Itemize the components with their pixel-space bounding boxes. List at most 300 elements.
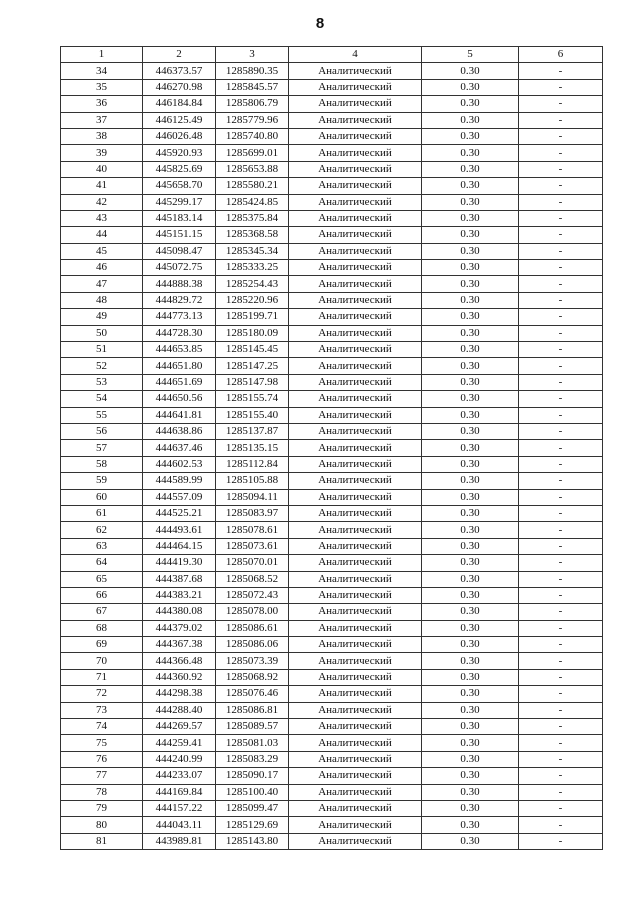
cell-accuracy: 0.30: [422, 800, 519, 816]
cell-description: -: [519, 522, 603, 538]
table-row: [61, 63, 603, 79]
cell-x: 444888.38: [143, 276, 216, 292]
cell-x: 443989.81: [143, 833, 216, 849]
cell-x: 444387.68: [143, 571, 216, 587]
table-row: [61, 440, 603, 456]
cell-point-number: 81: [61, 833, 143, 849]
cell-method: Аналитический: [289, 587, 422, 603]
cell-x: 446184.84: [143, 96, 216, 112]
cell-y: 1285078.00: [216, 604, 289, 620]
cell-method: Аналитический: [289, 276, 422, 292]
cell-x: 444829.72: [143, 292, 216, 308]
table-row: [61, 735, 603, 751]
cell-point-number: 72: [61, 686, 143, 702]
cell-method: Аналитический: [289, 227, 422, 243]
cell-point-number: 74: [61, 719, 143, 735]
cell-method: Аналитический: [289, 702, 422, 718]
cell-accuracy: 0.30: [422, 653, 519, 669]
cell-method: Аналитический: [289, 161, 422, 177]
cell-point-number: 40: [61, 161, 143, 177]
cell-method: Аналитический: [289, 751, 422, 767]
cell-x: 446373.57: [143, 63, 216, 79]
cell-y: 1285653.88: [216, 161, 289, 177]
cell-y: 1285072.43: [216, 587, 289, 603]
cell-description: -: [519, 96, 603, 112]
cell-accuracy: 0.30: [422, 751, 519, 767]
cell-point-number: 42: [61, 194, 143, 210]
cell-description: -: [519, 407, 603, 423]
cell-description: -: [519, 374, 603, 390]
cell-description: -: [519, 161, 603, 177]
cell-accuracy: 0.30: [422, 440, 519, 456]
cell-accuracy: 0.30: [422, 309, 519, 325]
cell-y: 1285180.09: [216, 325, 289, 341]
cell-point-number: 48: [61, 292, 143, 308]
cell-description: -: [519, 227, 603, 243]
cell-x: 444419.30: [143, 555, 216, 571]
cell-y: 1285070.01: [216, 555, 289, 571]
cell-accuracy: 0.30: [422, 292, 519, 308]
cell-x: 444366.48: [143, 653, 216, 669]
table-row: [61, 79, 603, 95]
table-row: [61, 702, 603, 718]
cell-point-number: 62: [61, 522, 143, 538]
cell-accuracy: 0.30: [422, 505, 519, 521]
cell-description: -: [519, 260, 603, 276]
cell-accuracy: 0.30: [422, 243, 519, 259]
table-row: [61, 358, 603, 374]
table-row: [61, 489, 603, 505]
cell-point-number: 68: [61, 620, 143, 636]
cell-accuracy: 0.30: [422, 604, 519, 620]
cell-method: Аналитический: [289, 604, 422, 620]
cell-x: 446125.49: [143, 112, 216, 128]
cell-accuracy: 0.30: [422, 358, 519, 374]
cell-point-number: 80: [61, 817, 143, 833]
cell-point-number: 66: [61, 587, 143, 603]
cell-x: 444589.99: [143, 473, 216, 489]
table-row: [61, 784, 603, 800]
cell-description: -: [519, 669, 603, 685]
cell-point-number: 69: [61, 637, 143, 653]
cell-description: -: [519, 243, 603, 259]
cell-y: 1285145.45: [216, 342, 289, 358]
cell-accuracy: 0.30: [422, 768, 519, 784]
table-row: [61, 161, 603, 177]
cell-description: -: [519, 637, 603, 653]
cell-x: 445920.93: [143, 145, 216, 161]
cell-method: Аналитический: [289, 784, 422, 800]
cell-method: Аналитический: [289, 719, 422, 735]
table-row: [61, 653, 603, 669]
cell-accuracy: 0.30: [422, 555, 519, 571]
cell-y: 1285254.43: [216, 276, 289, 292]
cell-y: 1285147.25: [216, 358, 289, 374]
page-number: 8: [315, 15, 325, 32]
cell-description: -: [519, 686, 603, 702]
cell-point-number: 45: [61, 243, 143, 259]
cell-x: 444240.99: [143, 751, 216, 767]
cell-point-number: 36: [61, 96, 143, 112]
cell-x: 445299.17: [143, 194, 216, 210]
cell-y: 1285580.21: [216, 178, 289, 194]
cell-x: 444233.07: [143, 768, 216, 784]
cell-method: Аналитический: [289, 833, 422, 849]
cell-method: Аналитический: [289, 489, 422, 505]
cell-description: -: [519, 391, 603, 407]
cell-y: 1285806.79: [216, 96, 289, 112]
cell-point-number: 58: [61, 456, 143, 472]
table-row: [61, 210, 603, 226]
cell-description: -: [519, 571, 603, 587]
cell-description: -: [519, 63, 603, 79]
table-row: [61, 538, 603, 554]
cell-point-number: 75: [61, 735, 143, 751]
cell-accuracy: 0.30: [422, 473, 519, 489]
coordinates-table: [60, 46, 603, 850]
cell-method: Аналитический: [289, 325, 422, 341]
cell-point-number: 47: [61, 276, 143, 292]
cell-description: -: [519, 817, 603, 833]
cell-x: 444641.81: [143, 407, 216, 423]
cell-method: Аналитический: [289, 735, 422, 751]
cell-accuracy: 0.30: [422, 374, 519, 390]
cell-point-number: 52: [61, 358, 143, 374]
cell-method: Аналитический: [289, 555, 422, 571]
cell-y: 1285078.61: [216, 522, 289, 538]
cell-method: Аналитический: [289, 522, 422, 538]
cell-y: 1285094.11: [216, 489, 289, 505]
cell-method: Аналитический: [289, 800, 422, 816]
cell-method: Аналитический: [289, 96, 422, 112]
table-row: [61, 620, 603, 636]
header-cell-accuracy: 5: [422, 47, 519, 63]
cell-y: 1285086.61: [216, 620, 289, 636]
cell-x: 444383.21: [143, 587, 216, 603]
cell-y: 1285100.40: [216, 784, 289, 800]
cell-method: Аналитический: [289, 620, 422, 636]
cell-y: 1285220.96: [216, 292, 289, 308]
cell-y: 1285155.40: [216, 407, 289, 423]
cell-accuracy: 0.30: [422, 571, 519, 587]
cell-point-number: 46: [61, 260, 143, 276]
cell-accuracy: 0.30: [422, 391, 519, 407]
table-body: [61, 63, 603, 850]
cell-y: 1285089.57: [216, 719, 289, 735]
cell-method: Аналитический: [289, 768, 422, 784]
cell-x: 445658.70: [143, 178, 216, 194]
cell-accuracy: 0.30: [422, 423, 519, 439]
cell-x: 444360.92: [143, 669, 216, 685]
cell-method: Аналитический: [289, 407, 422, 423]
cell-description: -: [519, 178, 603, 194]
cell-x: 445072.75: [143, 260, 216, 276]
table-row: [61, 555, 603, 571]
cell-accuracy: 0.30: [422, 735, 519, 751]
cell-point-number: 55: [61, 407, 143, 423]
cell-point-number: 79: [61, 800, 143, 816]
table-row: [61, 817, 603, 833]
cell-accuracy: 0.30: [422, 620, 519, 636]
table-row: [61, 391, 603, 407]
cell-description: -: [519, 702, 603, 718]
cell-point-number: 39: [61, 145, 143, 161]
table-row: [61, 800, 603, 816]
cell-x: 444525.21: [143, 505, 216, 521]
table-row: [61, 292, 603, 308]
cell-y: 1285137.87: [216, 423, 289, 439]
cell-description: -: [519, 423, 603, 439]
cell-description: -: [519, 112, 603, 128]
cell-point-number: 70: [61, 653, 143, 669]
cell-description: -: [519, 473, 603, 489]
table-row: [61, 571, 603, 587]
table-row: [61, 374, 603, 390]
table-row: [61, 686, 603, 702]
cell-point-number: 51: [61, 342, 143, 358]
cell-description: -: [519, 505, 603, 521]
cell-y: 1285845.57: [216, 79, 289, 95]
cell-method: Аналитический: [289, 505, 422, 521]
table-row: [61, 178, 603, 194]
table-row: [61, 473, 603, 489]
cell-description: -: [519, 210, 603, 226]
header-row: [61, 47, 603, 63]
cell-description: -: [519, 79, 603, 95]
cell-accuracy: 0.30: [422, 489, 519, 505]
cell-method: Аналитический: [289, 473, 422, 489]
cell-point-number: 65: [61, 571, 143, 587]
cell-point-number: 67: [61, 604, 143, 620]
cell-point-number: 60: [61, 489, 143, 505]
cell-point-number: 43: [61, 210, 143, 226]
cell-method: Аналитический: [289, 79, 422, 95]
cell-description: -: [519, 784, 603, 800]
cell-description: -: [519, 620, 603, 636]
cell-y: 1285068.52: [216, 571, 289, 587]
cell-accuracy: 0.30: [422, 587, 519, 603]
cell-y: 1285740.80: [216, 128, 289, 144]
cell-y: 1285099.47: [216, 800, 289, 816]
cell-point-number: 53: [61, 374, 143, 390]
table-row: [61, 423, 603, 439]
cell-method: Аналитический: [289, 243, 422, 259]
table-row: [61, 587, 603, 603]
cell-accuracy: 0.30: [422, 161, 519, 177]
cell-accuracy: 0.30: [422, 833, 519, 849]
cell-method: Аналитический: [289, 210, 422, 226]
cell-method: Аналитический: [289, 391, 422, 407]
cell-description: -: [519, 292, 603, 308]
cell-x: 444298.38: [143, 686, 216, 702]
cell-point-number: 37: [61, 112, 143, 128]
table-row: [61, 751, 603, 767]
table-row: [61, 522, 603, 538]
cell-description: -: [519, 358, 603, 374]
cell-x: 444651.80: [143, 358, 216, 374]
cell-accuracy: 0.30: [422, 63, 519, 79]
cell-point-number: 54: [61, 391, 143, 407]
cell-description: -: [519, 342, 603, 358]
cell-method: Аналитический: [289, 260, 422, 276]
cell-method: Аналитический: [289, 637, 422, 653]
cell-accuracy: 0.30: [422, 145, 519, 161]
cell-description: -: [519, 587, 603, 603]
cell-y: 1285890.35: [216, 63, 289, 79]
cell-x: 445183.14: [143, 210, 216, 226]
cell-point-number: 64: [61, 555, 143, 571]
table-row: [61, 112, 603, 128]
cell-accuracy: 0.30: [422, 522, 519, 538]
cell-description: -: [519, 538, 603, 554]
cell-y: 1285076.46: [216, 686, 289, 702]
cell-method: Аналитический: [289, 374, 422, 390]
cell-point-number: 76: [61, 751, 143, 767]
table-row: [61, 145, 603, 161]
cell-point-number: 41: [61, 178, 143, 194]
cell-point-number: 57: [61, 440, 143, 456]
cell-point-number: 77: [61, 768, 143, 784]
cell-y: 1285081.03: [216, 735, 289, 751]
cell-accuracy: 0.30: [422, 456, 519, 472]
cell-method: Аналитический: [289, 63, 422, 79]
table-row: [61, 407, 603, 423]
cell-description: -: [519, 555, 603, 571]
cell-y: 1285090.17: [216, 768, 289, 784]
table-row: [61, 342, 603, 358]
cell-y: 1285424.85: [216, 194, 289, 210]
cell-y: 1285083.29: [216, 751, 289, 767]
table-row: [61, 669, 603, 685]
cell-accuracy: 0.30: [422, 128, 519, 144]
cell-description: -: [519, 833, 603, 849]
cell-accuracy: 0.30: [422, 817, 519, 833]
cell-description: -: [519, 800, 603, 816]
cell-y: 1285129.69: [216, 817, 289, 833]
table-row: [61, 309, 603, 325]
cell-description: -: [519, 751, 603, 767]
cell-accuracy: 0.30: [422, 407, 519, 423]
table-row: [61, 243, 603, 259]
cell-method: Аналитический: [289, 653, 422, 669]
cell-accuracy: 0.30: [422, 719, 519, 735]
cell-accuracy: 0.30: [422, 79, 519, 95]
cell-description: -: [519, 128, 603, 144]
cell-y: 1285135.15: [216, 440, 289, 456]
cell-x: 444269.57: [143, 719, 216, 735]
cell-x: 444157.22: [143, 800, 216, 816]
cell-y: 1285068.92: [216, 669, 289, 685]
cell-y: 1285699.01: [216, 145, 289, 161]
cell-x: 444728.30: [143, 325, 216, 341]
cell-point-number: 38: [61, 128, 143, 144]
cell-y: 1285368.58: [216, 227, 289, 243]
cell-x: 444464.15: [143, 538, 216, 554]
cell-method: Аналитический: [289, 112, 422, 128]
cell-point-number: 35: [61, 79, 143, 95]
cell-accuracy: 0.30: [422, 112, 519, 128]
header-cell-description: 6: [519, 47, 603, 63]
cell-y: 1285112.84: [216, 456, 289, 472]
table-row: [61, 128, 603, 144]
cell-point-number: 49: [61, 309, 143, 325]
table-row: [61, 227, 603, 243]
table-row: [61, 505, 603, 521]
table-row: [61, 456, 603, 472]
cell-x: 444493.61: [143, 522, 216, 538]
cell-y: 1285086.06: [216, 637, 289, 653]
cell-y: 1285105.88: [216, 473, 289, 489]
cell-method: Аналитический: [289, 358, 422, 374]
table-row: [61, 276, 603, 292]
cell-x: 444043.11: [143, 817, 216, 833]
cell-y: 1285147.98: [216, 374, 289, 390]
cell-description: -: [519, 145, 603, 161]
cell-accuracy: 0.30: [422, 194, 519, 210]
table-row: [61, 260, 603, 276]
cell-point-number: 63: [61, 538, 143, 554]
cell-description: -: [519, 489, 603, 505]
cell-description: -: [519, 194, 603, 210]
cell-point-number: 34: [61, 63, 143, 79]
cell-accuracy: 0.30: [422, 96, 519, 112]
cell-accuracy: 0.30: [422, 325, 519, 341]
cell-accuracy: 0.30: [422, 276, 519, 292]
cell-x: 446270.98: [143, 79, 216, 95]
cell-y: 1285375.84: [216, 210, 289, 226]
cell-description: -: [519, 735, 603, 751]
cell-accuracy: 0.30: [422, 686, 519, 702]
cell-method: Аналитический: [289, 538, 422, 554]
cell-y: 1285333.25: [216, 260, 289, 276]
cell-y: 1285143.80: [216, 833, 289, 849]
cell-method: Аналитический: [289, 423, 422, 439]
cell-method: Аналитический: [289, 178, 422, 194]
cell-point-number: 73: [61, 702, 143, 718]
cell-method: Аналитический: [289, 309, 422, 325]
cell-accuracy: 0.30: [422, 227, 519, 243]
cell-point-number: 50: [61, 325, 143, 341]
cell-x: 444557.09: [143, 489, 216, 505]
cell-x: 444367.38: [143, 637, 216, 653]
table-row: [61, 604, 603, 620]
cell-y: 1285073.61: [216, 538, 289, 554]
cell-method: Аналитический: [289, 817, 422, 833]
table-header: [61, 47, 603, 63]
cell-accuracy: 0.30: [422, 260, 519, 276]
table-row: [61, 637, 603, 653]
table-row: [61, 719, 603, 735]
cell-accuracy: 0.30: [422, 702, 519, 718]
table-row: [61, 833, 603, 849]
cell-accuracy: 0.30: [422, 637, 519, 653]
header-cell-x: 2: [143, 47, 216, 63]
cell-y: 1285073.39: [216, 653, 289, 669]
cell-y: 1285199.71: [216, 309, 289, 325]
table-row: [61, 194, 603, 210]
cell-method: Аналитический: [289, 686, 422, 702]
cell-x: 445825.69: [143, 161, 216, 177]
header-cell-method: 4: [289, 47, 422, 63]
cell-x: 444602.53: [143, 456, 216, 472]
cell-method: Аналитический: [289, 571, 422, 587]
cell-x: 445098.47: [143, 243, 216, 259]
cell-description: -: [519, 719, 603, 735]
cell-x: 444259.41: [143, 735, 216, 751]
cell-point-number: 59: [61, 473, 143, 489]
cell-method: Аналитический: [289, 342, 422, 358]
table-row: [61, 768, 603, 784]
